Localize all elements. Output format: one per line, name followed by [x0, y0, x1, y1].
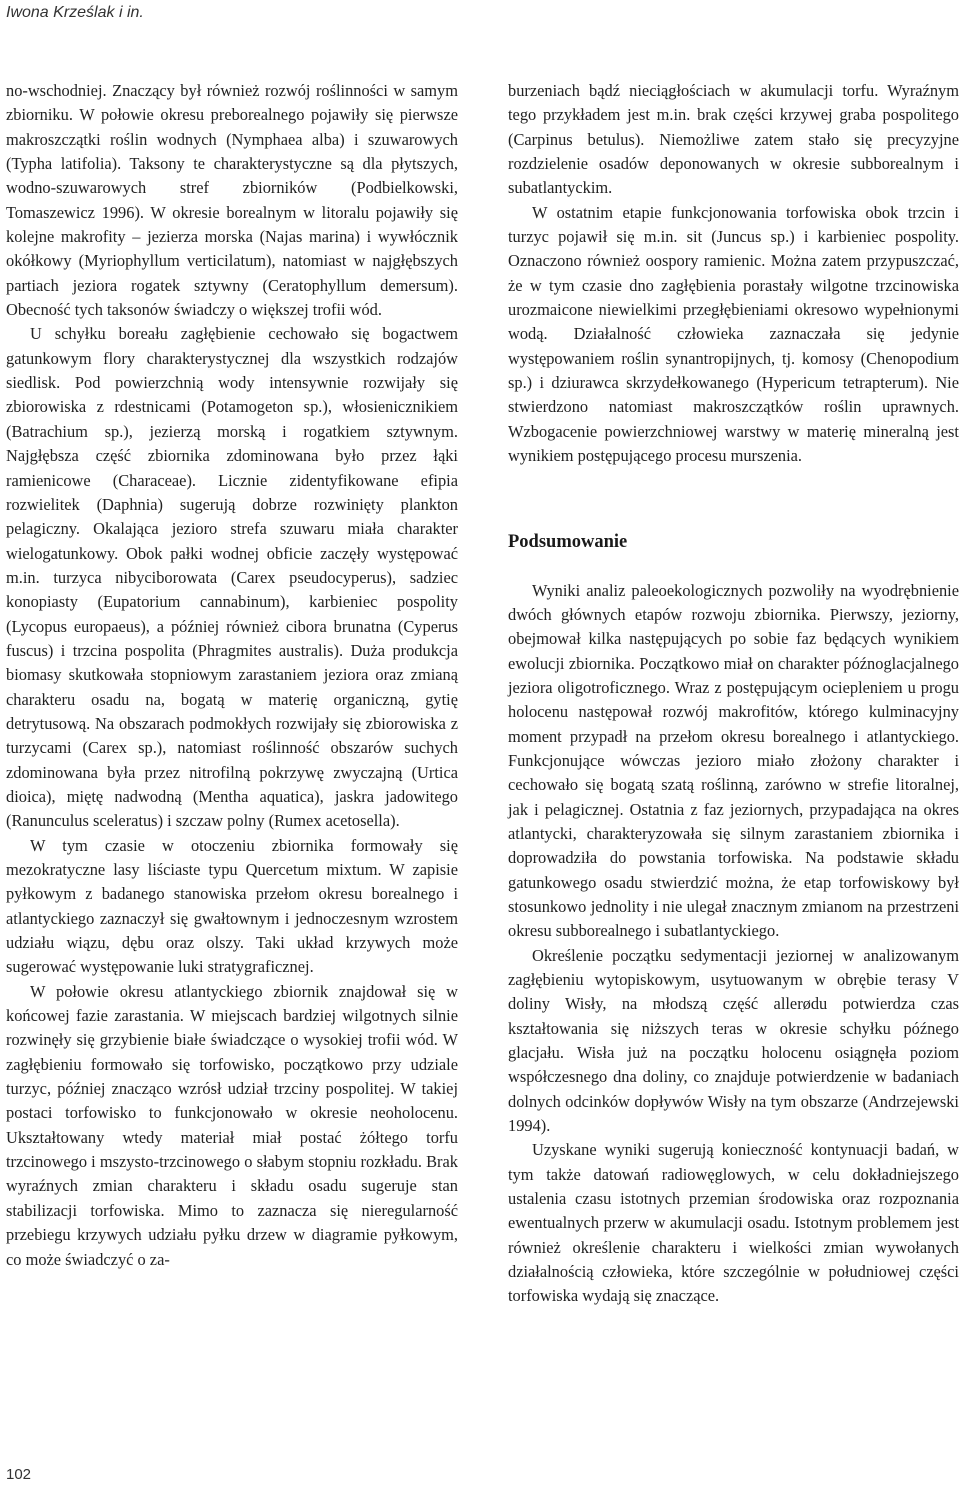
- left-column: [6, 79, 458, 1272]
- body-paragraph: no-wschodniej. Znaczący był również rozwój roślinności w samym zbiorniku. W połowie okresu preborealnego pojawiły się pierwsze makroszczątki roślin wodnych (Nymphaea alba) i szuwarowych (Typha latifolia). Taksony te charakterystyczne są dla płytszych, wodno-szuwarowych stref zbiorników (Podbielkowski, Tomaszewicz 1996). W okresie borealnym w litoralu pojawiły się kolejne makrofity – jezierza morska (Najas marina) i wywłócznik okółkowy (Myriophyllum verticilatum), natomiast w najgłębszych partiach jeziora rogatek sztywny (Ceratophyllum demersum). Obecność tych taksonów świadczy o większej trofii wód.: [6, 81, 458, 320]
- body-paragraph: W ostatnim etapie funkcjonowania torfowiska obok trzcin i turzyc pojawił się m.in. sit (Juncus sp.) i karbieniec pospolity. Oznaczono również oospory ramienic. Można zatem przypuszczać, że w tym czasie dno zagłębienia porastały wilgotne trzcinowiska urozmaicone niewielkimi przegłębieniami okresowo wypełnionymi wodą. Działalność człowieka zaznaczała się jedynie występowaniem roślin synantropijnych, tj. komosy (Chenopodium sp.) i dziurawca skrzydełkowanego (Hypericum tetrapterum). Nie stwierdzono natomiast makroszczątków roślin uprawnych. Wzbogacenie powierzchniowej warstwy w materię mineralną jest wynikiem postępującego procesu murszenia.: [508, 202, 959, 466]
- body-paragraph: W tym czasie w otoczeniu zbiornika formowały się mezokratyczne lasy liściaste typu Quercetum mixtum. W zapisie pyłkowym z badanego stanowiska przełom okresu borealnego i atlantyckiego zaznaczył się gwałtownym i jednoczesnym wzrostem udziału wiązu, dębu oraz olszy. Taki układ krzywych może sugerować występowanie luki stratygraficznej.: [6, 835, 458, 977]
- body-paragraph: W połowie okresu atlantyckiego zbiornik znajdował się w końcowej fazie zarastania. W miejscach bardziej wilgotnych silnie rozwinęły się grzybienie białe świadczące o wysokiej trofii wód. W zagłębieniu formowało się torfowisko, początkowo przy udziale turzyc, później znacząco wzrósł udział trzciny pospolitej. W takiej postaci torfowisko to funkcjonowało w okresie neoholocenu. Ukształtowany wtedy materiał miał postać żółtego torfu trzcinowego i mszysto-trzcinowego o słabym stopniu rozkładu. Brak wyraźnych zmian charakteru i składu osadu sugeruje stan stabilizacji torfowiska. Mimo to zaznacza się nieregularność przebiegu krzywych udziału pyłku drzew w diagramie pyłkowym, co może świadczyć o za-: [6, 981, 458, 1269]
- right-column: [508, 79, 959, 1309]
- body-paragraph: burzeniach bądź nieciągłościach w akumulacji torfu. Wyraźnym tego przykładem jest m.in. brak części krzywej graba pospolitego (Carpinus betulus). Niemożliwe zatem stało się precyzyjne rozdzielenie osadów deponowanych w okresie subborealnym i subatlantyckim.: [508, 81, 959, 198]
- page-number: 102: [6, 1466, 32, 1483]
- body-paragraph: Uzyskane wyniki sugerują konieczność kontynuacji badań, w tym także datowań radiowęglowych, w celu dokładniejszego ustalenia czasu istotnych przemian środowiska oraz rozpoznania ewentualnych przerw w akumulacji osadu. Istotnym problemem jest również określenie charakteru i wielkości zmian wywołanych działalnością człowieka, które szczególnie w południowej części torfowiska wydają się znaczące.: [508, 1140, 959, 1306]
- body-paragraph: Wyniki analiz paleoekologicznych pozwoliły na wyodrębnienie dwóch głównych etapów rozwoju zbiornika. Pierwszy, jeziorny, obejmował kilka następujących po sobie faz będących wynikiem ewolucji zbiornika. Początkowo miał on charakter późnoglacjalnego jeziora oligotroficznego. Wraz z postępującym ociepleniem u progu holocenu następował rozwój makrofitów, którego kulminacyjny moment przypadł na przełom okresu borealnego i atlantyckiego. Funkcjonujące wówczas jezioro miało złożony charakter i cechowało się bogatą szatą roślinną, zarówno w strefie litoralnej, jak i pelagicznej. Ostatnia z faz jeziornych, przypadająca na okres atlantycki, charakteryzowała się silnym zarastaniem zbiornika i doprowadziła do powstania torfowiska. Na podstawie składu gatunkowego osadu stwierdzić można, że etap torfowiskowy był stosunkowo jednolity i nie ulegał znacznym zmianom na przestrzeni okresu subborealnego i subatlantyckiego.: [508, 580, 959, 941]
- section-heading: Podsumowanie: [508, 531, 628, 552]
- body-paragraph: Określenie początku sedymentacji jeziornej w analizowanym zagłębieniu wytopiskowym, usytuowanym w obrębie terasy V doliny Wisły, na młodszą część allerødu potwierdza czas kształtowania się niższych teras w okresie schyłku późnego glacjału. Wisła już na początku holocenu osiągnęła poziom współczesnego dna doliny, co znajduje potwierdzenie w badaniach dolnych odcinków dopływów Wisły na tym obszarze (Andrzejewski 1994).: [508, 945, 959, 1136]
- running-header: Iwona Krześlak i in.: [6, 4, 144, 21]
- body-paragraph: U schyłku boreału zagłębienie cechowało się bogactwem gatunkowym flory charakterystycznej dla wszystkich rodzajów siedlisk. Pod powierzchnią wody intensywnie rozwijały się zbiorowiska z rdestnicami (Potamogeton sp.), włosienicznikiem (Batrachium sp.), jezierzą morską i rogatkiem sztywnym. Najgłębsza część zbiornika zdominowana było przez łąki ramienicowe (Characeae). Licznie zidentyfikowane efipia rozwielitek (Daphnia) sugerują dobrze rozwinięty plankton pelagiczny. Okalająca jezioro strefa szuwaru miała charakter wielogatunkowy. Obok pałki wodnej obficie zaczęły występować m.in. turzyca nibyciborowata (Carex pseudocyperus), sadziec konopiasty (Eupatorium cannabinum), karbieniec pospolity (Lycopus europaeus), a później również cibora brunatna (Cyperus fuscus) i trzcina pospolita (Phragmites australis). Duża produkcja biomasy skutkowała stopniowym zarastaniem jeziora oraz zmianą charakteru osadu na, bogatą w materię organiczną, gytię detrytusową. Na obszarach podmokłych rozwijały się zbiorowiska z turzycami (Carex sp.), natomiast roślinność obszarów suchych zdominowana była przez nitrofilną pokrzywę zwyczajną (Urtica dioica), miętę nadwodną (Mentha aquatica), jaskra jadowitego (Ranunculus sceleratus) i szczaw polny (Rumex acetosella).: [6, 324, 458, 831]
